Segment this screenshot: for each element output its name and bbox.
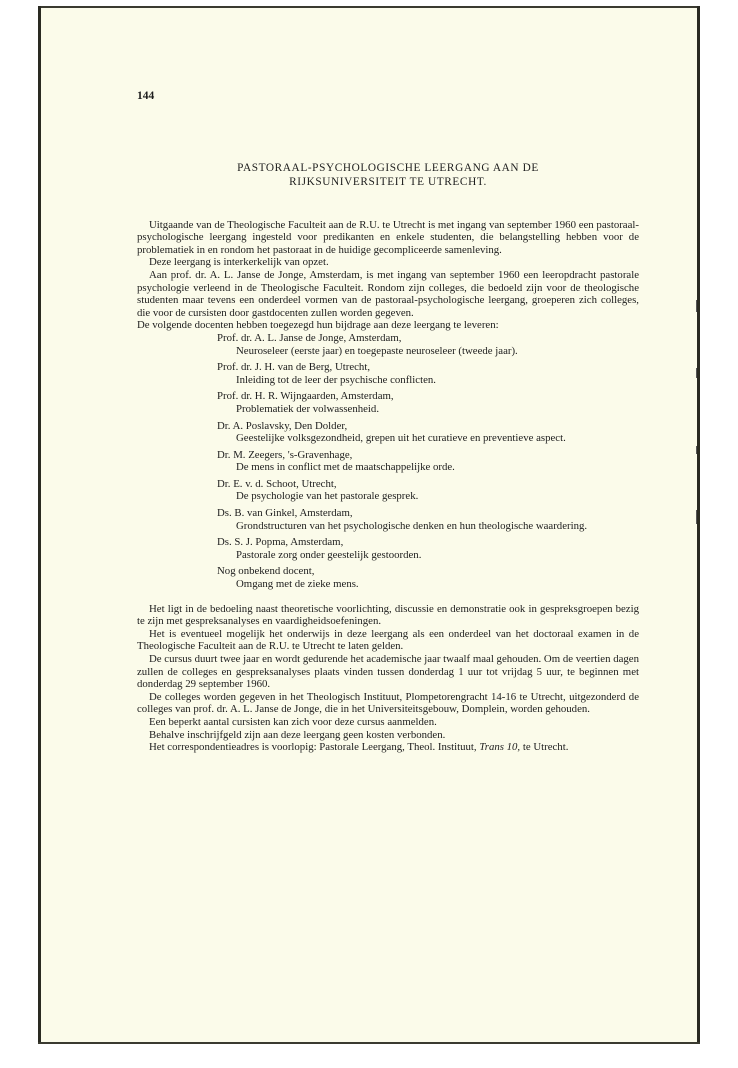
- paragraph: Aan prof. dr. A. L. Janse de Jonge, Amsterdam, is met ingang van september 1960 een leeropdracht pastorale psychologie verleend in de Theologische Faculteit. Rondom zijn colleges, die bedoeld zijn voor de theologische studenten maar tevens een onderdeel vormen van de pastoraal-psychologische leergang, groeperen zich colleges, die voor de cursisten door gastdocenten zullen worden gegeven.: [137, 268, 639, 319]
- lecturer-entry: [217, 536, 639, 561]
- title-line-1: PASTORAAL-PSYCHOLOGISCHE LEERGANG AAN DE: [237, 161, 539, 174]
- lecturer-name: Dr. M. Zeegers, 's-Gravenhage,: [217, 448, 353, 461]
- lecturer-topic: Problematiek der volwassenheid.: [236, 402, 380, 415]
- scan-mark: [696, 510, 697, 524]
- paragraph: Uitgaande van de Theologische Faculteit aan de R.U. te Utrecht is met ingang van september 1960 een pastoraal-psychologische leergang ingesteld voor predikanten en enkele studenten, die belangstelling hebben voor de problematiek in en rondom het pastoraat in de huidige gecompliceerde samenleving.: [137, 218, 639, 256]
- title-line-2: RIJKSUNIVERSITEIT TE UTRECHT.: [289, 175, 487, 188]
- lecturer-name: Prof. dr. A. L. Janse de Jonge, Amsterdam,: [217, 331, 402, 344]
- address-paragraph: [137, 741, 639, 754]
- page-edge-right: [697, 6, 700, 1044]
- lecturer-name: Dr. E. v. d. Schoot, Utrecht,: [217, 477, 337, 490]
- paragraph: Een beperkt aantal cursisten kan zich voor deze cursus aanmelden.: [149, 715, 437, 728]
- lecturer-topic: Geestelijke volksgezondheid, grepen uit het curatieve en preventieve aspect.: [236, 432, 566, 445]
- lecturers-intro: De volgende docenten hebben toegezegd hun bijdrage aan deze leergang te leveren:: [137, 319, 499, 332]
- lecturer-topic: Inleiding tot de leer der psychische conflicten.: [236, 373, 436, 386]
- lecturer-entry: [217, 565, 639, 590]
- lecturer-entry: [217, 361, 639, 386]
- paragraph: Het ligt in de bedoeling naast theoretische voorlichting, discussie en demonstratie ook in gespreksgroepen bezig te zijn met gespreksanalyses en vaardigheidsoefeningen.: [137, 602, 639, 628]
- paragraph: Het is eventueel mogelijk het onderwijs in deze leergang als een onderdeel van het doctoraal examen in de Theologische Faculteit aan de R.U. te Utrecht te laten gelden.: [137, 627, 639, 653]
- lecturer-list: [217, 332, 639, 591]
- page-number: 144: [137, 90, 155, 102]
- article-title: [137, 161, 639, 189]
- lecturer-name: Nog onbekend docent,: [217, 565, 315, 578]
- lecturer-topic: De psychologie van het pastorale gesprek.: [236, 490, 419, 503]
- lecturer-name: Ds. B. van Ginkel, Amsterdam,: [217, 507, 353, 520]
- scan-mark: [696, 446, 697, 454]
- lecturer-topic: Omgang met de zieke mens.: [236, 578, 359, 591]
- lecturer-entry: [217, 390, 639, 415]
- lecturer-topic: De mens in conflict met de maatschappelijke orde.: [236, 461, 455, 474]
- paragraph: Behalve inschrijfgeld zijn aan deze leergang geen kosten verbonden.: [149, 728, 446, 741]
- page-edge-left: [38, 6, 41, 1044]
- lecturer-name: Dr. A. Poslavsky, Den Dolder,: [217, 419, 348, 432]
- page-content: [137, 90, 639, 754]
- lecturer-entry: [217, 449, 639, 474]
- address-text: Het correspondentieadres is voorlopig: Pastorale Leergang, Theol. Instituut,: [149, 741, 477, 754]
- address-city: te Utrecht.: [520, 741, 569, 754]
- lecturer-entry: [217, 478, 639, 503]
- lecturer-entry: [217, 332, 639, 357]
- address-italic: Trans 10,: [479, 741, 521, 754]
- lecturer-topic: Neuroseleer (eerste jaar) en toegepaste neuroseleer (tweede jaar).: [236, 344, 518, 357]
- scan-mark: [696, 368, 697, 378]
- page-edge-top: [38, 6, 700, 8]
- lecturer-name: Prof. dr. H. R. Wijngaarden, Amsterdam,: [217, 390, 394, 403]
- paragraph: Deze leergang is interkerkelijk van opzet.: [149, 256, 329, 269]
- scan-mark: [696, 300, 697, 312]
- paragraph: De cursus duurt twee jaar en wordt gedurende het academische jaar twaalf maal gehouden. Om de veertien dagen zullen de colleges en gespreksanalyses plaats vinden tussen donderdag 1 uur tot vrijdag 5 uur, te beginnen met donderdag 29 september 1960.: [137, 653, 639, 691]
- paragraph: De colleges worden gegeven in het Theologisch Instituut, Plompetorengracht 14-16 te Utrecht, uitgezonderd de colleges van prof. dr. A. L. Janse de Jonge, die in het Universiteitsgebouw, Domplein, worden gehouden.: [137, 690, 639, 716]
- page-edge-bottom: [38, 1042, 700, 1044]
- lecturer-name: Prof. dr. J. H. van de Berg, Utrecht,: [217, 361, 371, 374]
- lecturer-topic: Pastorale zorg onder geestelijk gestoorden.: [236, 548, 422, 561]
- lecturer-topic: Grondstructuren van het psychologische denken en hun theologische waardering.: [236, 519, 588, 532]
- lecturer-name: Ds. S. J. Popma, Amsterdam,: [217, 536, 344, 549]
- lecturer-entry: [217, 507, 639, 532]
- lecturer-entry: [217, 420, 639, 445]
